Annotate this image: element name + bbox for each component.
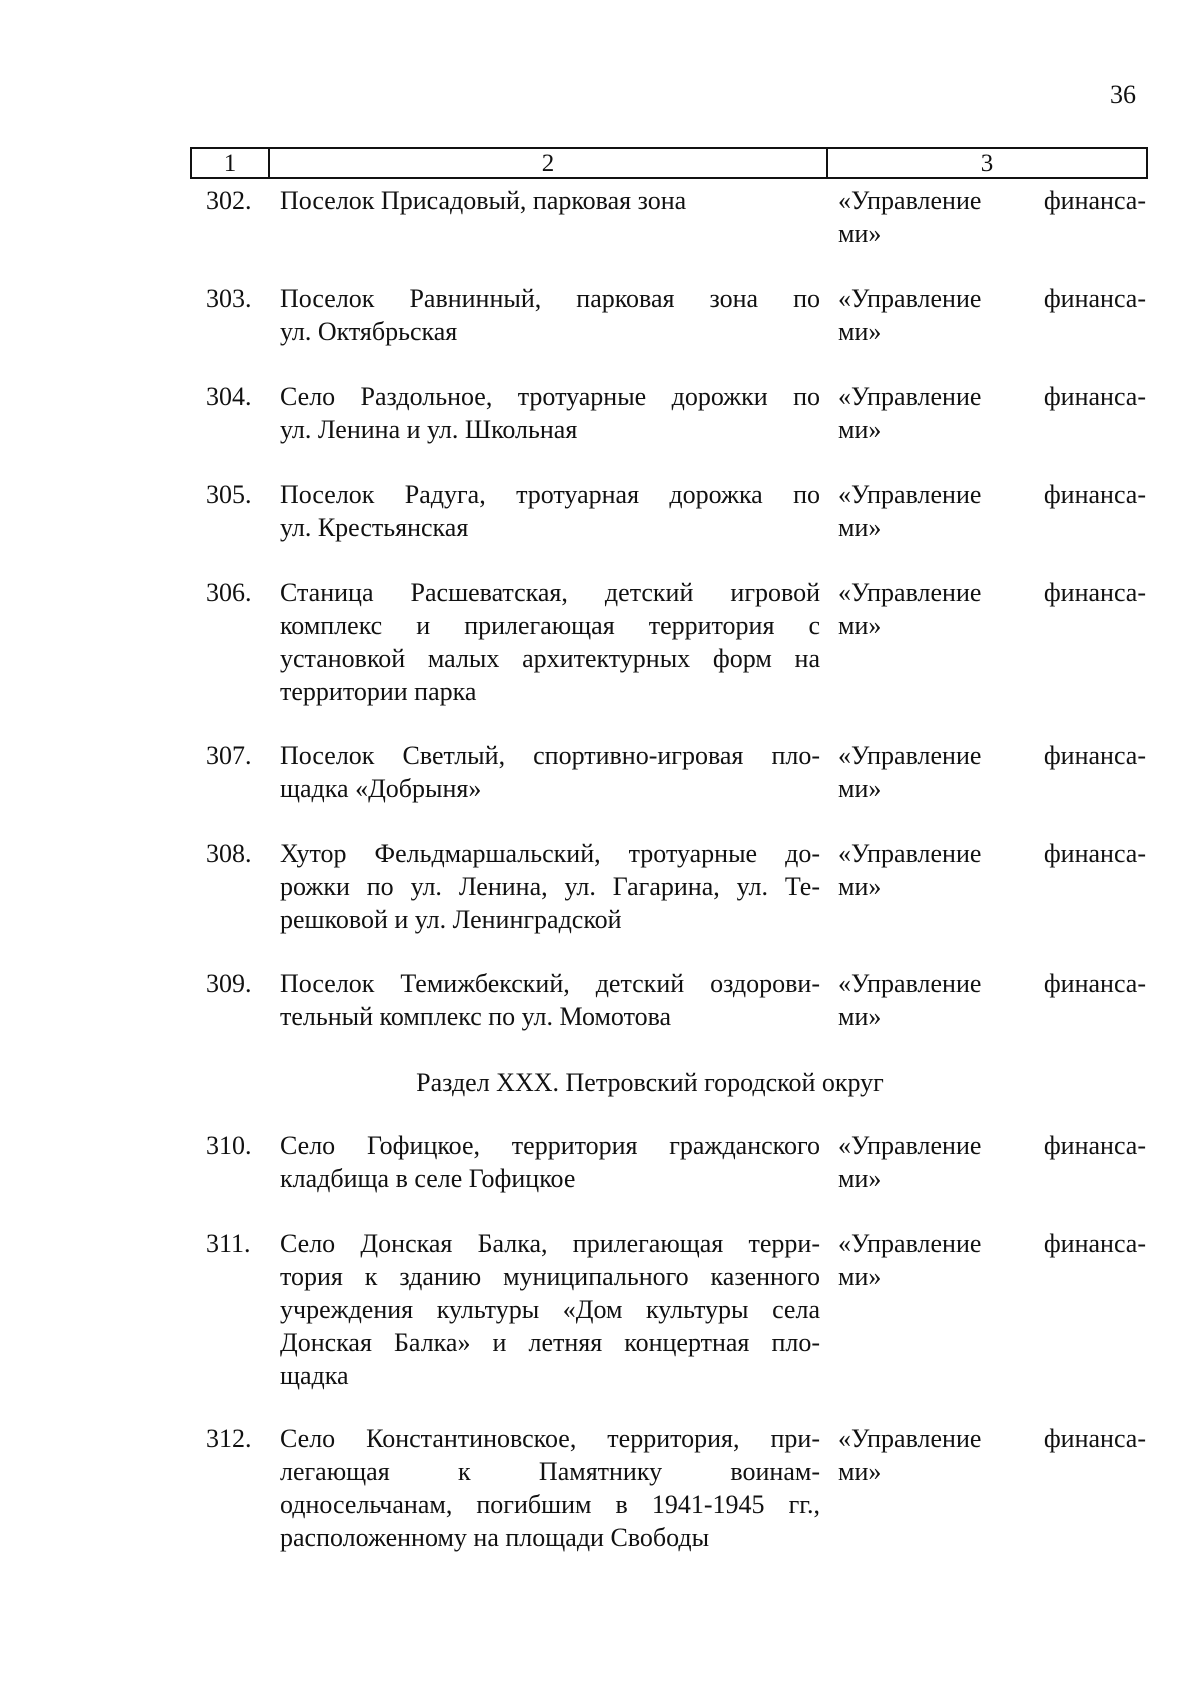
row-description xyxy=(280,1129,820,1195)
description-line: расположенному на площади Свободы xyxy=(280,1523,710,1552)
responsible-text: ми» xyxy=(838,611,882,640)
responsible-text: финанса- xyxy=(1043,284,1146,313)
responsible-text: «Управление xyxy=(838,741,982,770)
description-line: комплекс и прилегающая территория с xyxy=(280,611,820,640)
description-line: щадка «Добрыня» xyxy=(280,774,482,803)
description-line: Хутор Фельдмаршальский, тротуарные до- xyxy=(280,839,820,868)
column-header-1: 1 xyxy=(190,147,270,179)
responsible-text: финанса- xyxy=(1043,382,1146,411)
responsible-text: финанса- xyxy=(1043,186,1146,215)
description-line: Село Донская Балка, прилегающая терри- xyxy=(280,1229,820,1258)
responsible-cell xyxy=(838,380,1146,446)
description-line: Село Раздольное, тротуарные дорожки по xyxy=(280,382,820,411)
row-description xyxy=(280,739,820,805)
responsible-text: ми» xyxy=(838,1457,882,1486)
description-line: ул. Ленина и ул. Школьная xyxy=(280,415,578,444)
description-line: легающая к Памятнику воинам- xyxy=(280,1457,820,1486)
description-line: рожки по ул. Ленина, ул. Гагарина, ул. Те- xyxy=(280,872,820,901)
row-description xyxy=(280,282,820,348)
responsible-cell xyxy=(838,837,1146,903)
row-description xyxy=(280,837,820,936)
responsible-text: ми» xyxy=(838,1002,882,1031)
responsible-text: финанса- xyxy=(1043,1229,1146,1258)
row-number: 304. xyxy=(206,382,252,411)
column-header-3: 3 xyxy=(826,147,1148,179)
responsible-text: «Управление xyxy=(838,480,982,509)
row-number: 309. xyxy=(206,969,252,998)
description-line: Донская Балка» и летняя концертная пло- xyxy=(280,1328,820,1357)
row-number: 311. xyxy=(206,1229,251,1258)
description-line: ул. Крестьянская xyxy=(280,513,469,542)
description-line: Поселок Радуга, тротуарная дорожка по xyxy=(280,480,820,509)
description-line: ул. Октябрьская xyxy=(280,317,458,346)
row-description xyxy=(280,380,820,446)
description-line: тельный комплекс по ул. Момотова xyxy=(280,1002,672,1031)
description-line: Поселок Темижбекский, детский оздорови- xyxy=(280,969,820,998)
responsible-cell xyxy=(838,184,1146,250)
responsible-text: «Управление xyxy=(838,382,982,411)
responsible-cell xyxy=(838,967,1146,1033)
responsible-text: «Управление xyxy=(838,1131,982,1160)
description-line: установкой малых архитектурных форм на xyxy=(280,644,820,673)
row-number: 308. xyxy=(206,839,252,868)
description-line: учреждения культуры «Дом культуры села xyxy=(280,1295,820,1324)
description-line: Поселок Светлый, спортивно-игровая пло- xyxy=(280,741,820,770)
responsible-text: ми» xyxy=(838,774,882,803)
responsible-cell xyxy=(838,1422,1146,1488)
row-description xyxy=(280,1227,820,1392)
responsible-cell xyxy=(838,739,1146,805)
row-number: 305. xyxy=(206,480,252,509)
description-line: Поселок Присадовый, парковая зона xyxy=(280,186,687,215)
responsible-cell xyxy=(838,1129,1146,1195)
responsible-cell xyxy=(838,478,1146,544)
row-number: 306. xyxy=(206,578,252,607)
responsible-text: «Управление xyxy=(838,839,982,868)
responsible-cell xyxy=(838,576,1146,642)
row-number: 302. xyxy=(206,186,252,215)
responsible-text: ми» xyxy=(838,1164,882,1193)
responsible-cell xyxy=(838,1227,1146,1293)
responsible-cell xyxy=(838,282,1146,348)
responsible-text: «Управление xyxy=(838,1229,982,1258)
description-line: территории парка xyxy=(280,677,477,706)
description-line: односельчанам, погибшим в 1941-1945 гг., xyxy=(280,1490,820,1519)
row-number: 303. xyxy=(206,284,252,313)
row-description xyxy=(280,478,820,544)
responsible-text: финанса- xyxy=(1043,969,1146,998)
responsible-text: финанса- xyxy=(1043,741,1146,770)
row-description xyxy=(280,1422,820,1554)
column-header-2: 2 xyxy=(268,147,828,179)
section-title: Раздел XXX. Петровский городской округ xyxy=(416,1068,884,1097)
description-line: решковой и ул. Ленинградской xyxy=(280,905,622,934)
responsible-text: финанса- xyxy=(1043,1424,1146,1453)
responsible-text: «Управление xyxy=(838,578,982,607)
responsible-text: «Управление xyxy=(838,969,982,998)
responsible-text: ми» xyxy=(838,317,882,346)
responsible-text: ми» xyxy=(838,415,882,444)
row-description xyxy=(280,967,820,1033)
description-line: щадка xyxy=(280,1361,349,1390)
description-line: тория к зданию муниципального казенного xyxy=(280,1262,820,1291)
responsible-text: финанса- xyxy=(1043,839,1146,868)
row-number: 312. xyxy=(206,1424,252,1453)
responsible-text: «Управление xyxy=(838,186,982,215)
description-line: Станица Расшеватская, детский игровой xyxy=(280,578,820,607)
description-line: Поселок Равнинный, парковая зона по xyxy=(280,284,820,313)
responsible-text: финанса- xyxy=(1043,480,1146,509)
page-number: 36 xyxy=(1110,80,1136,109)
row-number: 307. xyxy=(206,741,252,770)
responsible-text: финанса- xyxy=(1043,1131,1146,1160)
row-number: 310. xyxy=(206,1131,252,1160)
responsible-text: ми» xyxy=(838,513,882,542)
description-line: Село Константиновское, территория, при- xyxy=(280,1424,820,1453)
responsible-text: ми» xyxy=(838,1262,882,1291)
responsible-text: финанса- xyxy=(1043,578,1146,607)
description-line: кладбища в селе Гофицкое xyxy=(280,1164,576,1193)
responsible-text: ми» xyxy=(838,219,882,248)
row-description xyxy=(280,576,820,708)
description-line: Село Гофицкое, территория гражданского xyxy=(280,1131,820,1160)
responsible-text: «Управление xyxy=(838,1424,982,1453)
responsible-text: «Управление xyxy=(838,284,982,313)
responsible-text: ми» xyxy=(838,872,882,901)
row-description xyxy=(280,184,820,217)
